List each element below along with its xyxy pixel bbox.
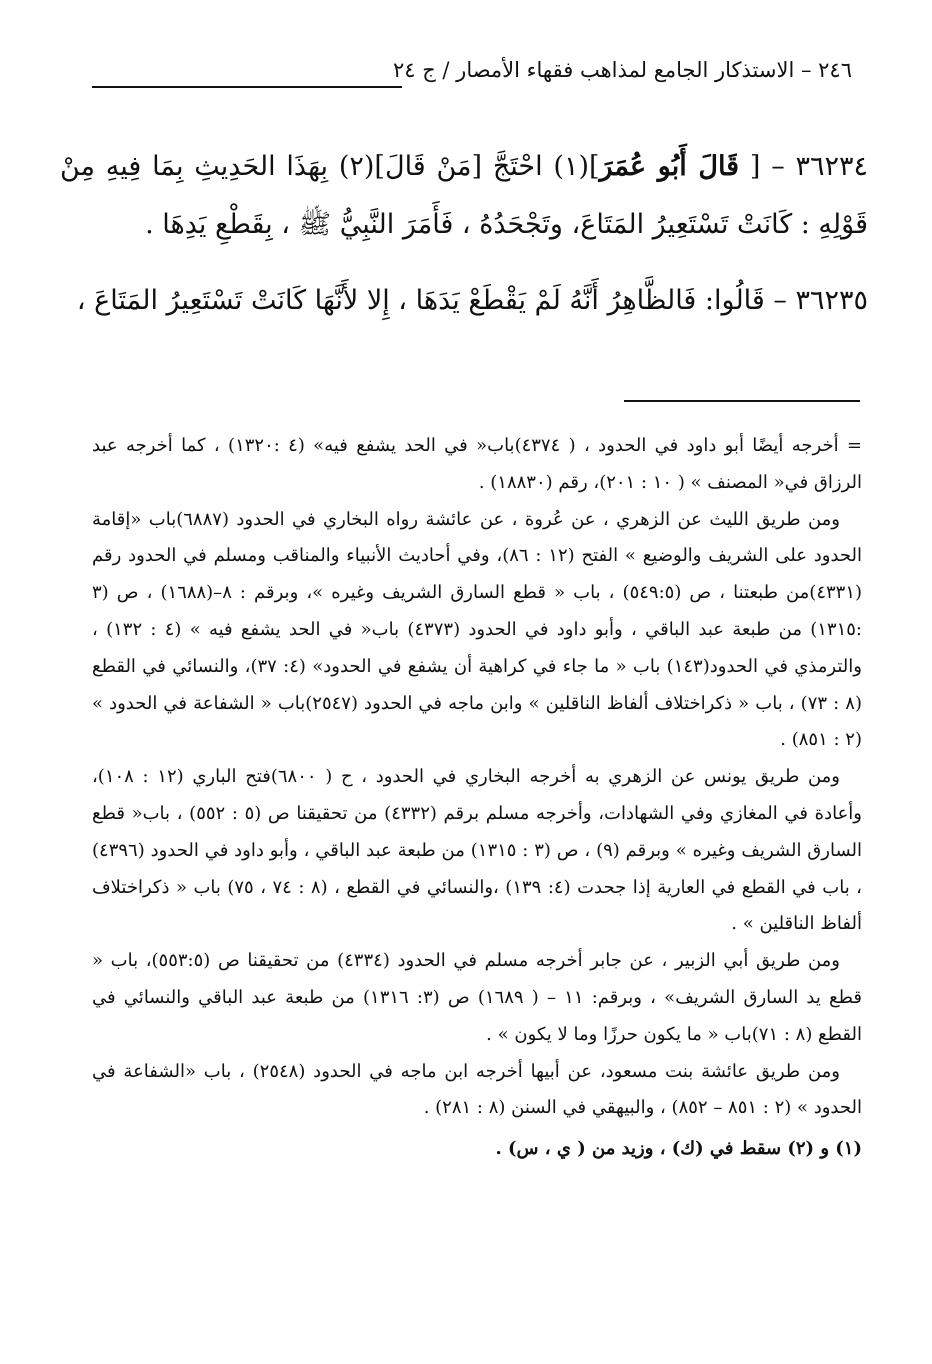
footnote-1-2: (١) و (٢) سقط في (ك) ، وزيد من ( ي ، س) . [495,1138,862,1160]
footnote-paragraph: ومن طريق عائشة بنت مسعود، عن أبيها أخرجه ابن ماجه في الحدود (٢٥٤٨) ، باب «الشفاعة في الحدود » (٢ : ٨٥١ – ٨٥٢) ، والبيهقي في السنن (٨ : ٢٨١) . [92,1060,862,1119]
main-text [60,138,868,330]
dash: – [760,151,796,182]
footnote-paragraph: ومن طريق أبي الزبير ، عن جابر أخرجه مسلم في الحدود (٤٣٣٤) من تحقيقنا ص (٥٥٣:٥)، باب « قطع يد السارق الشريف» ، وبرقم: ١١ – ( ١٦٨٩) ص (٣: ١٣١٦) من طبعة عبد الباقي والنسائي في القطع (٨ : ٧١)باب « ما يكون حرزًا وما لا يكون » . [92,950,862,1045]
paragraph-36234 [60,138,868,254]
paragraph-text: ](١) احْتَجَّ [مَنْ قَالَ](٢) بِهَذَا الحَدِيثِ بِمَا فِيهِ مِنْ قَوْلِهِ : كَانَتْ تَسْتَعِيرُ المَتَاعَ، وتَجْحَدُهُ ، فَأَمَرَ النَّبِيُّ ﷺ ، بِقَطْعِ يَدِهَا . [60,151,868,240]
speaker-name: قَالَ أَبُو عُمَرَ [599,151,740,182]
paragraph-36235 [60,272,868,330]
bracket-open: [ [739,151,761,182]
footnote-continuation: = أخرجه أيضًا أبو داود في الحدود ، ( ٤٣٧٤)باب« في الحد يشفع فيه» (٤ :١٣٢٠) ، كما أخرجه عبد الرزاق في« المصنف » ( ١٠ : ٢٠١)، رقم (١٨٨٣٠) . [92,435,862,493]
paragraph-number: ٣٦٢٣٤ [795,151,868,182]
header-rule [92,86,402,88]
paragraph-text: – قَالُوا: فَالظَّاهِرُ أَنَّهُ لَمْ يَقْطَعْ يَدَهَا ، إِلا لأَنَّهَا كَانَتْ تَسْتَعِيرُ المَتَاعَ ، [76,285,796,316]
footnotes [92,428,862,1168]
running-header: ٢٤٦ – الاستذكار الجامع لمذاهب فقهاء الأمصار / ج ٢٤ [392,58,852,82]
footnote-separator [624,400,860,402]
footnote-paragraph: ومن طريق الليث عن الزهري ، عن عُروة ، عن عائشة رواه البخاري في الحدود (٦٨٨٧)باب «إقامة الحدود على الشريف والوضيع » الفتح (١٢ : ٨٦)، وفي أحاديث الأنبياء والمناقب ومسلم في الحدود رقم (٤٣٣١)من طبعتنا ، ص (٥٤٩:٥) ، باب « قطع السارق الشريف وغيره »، وبرقم : ٨–(١٦٨٨) ، ص (٣ :١٣١٥) من طبعة عبد الباقي ، وأبو داود في الحدود (٤٣٧٣) باب« في الحد يشفع فيه » (٤ : ١٣٢) ، والترمذي في الحدود(١٤٣) باب « ما جاء في كراهية أن يشفع في الحدود» (٤: ٣٧)، والنسائي في القطع (٨ : ٧٣) ، باب « ذكراختلاف ألفاظ الناقلين » وابن ماجه في الحدود (٢٥٤٧)باب « الشفاعة في الحدود » (٢ : ٨٥١) . [92,508,863,751]
footnote-paragraph: ومن طريق يونس عن الزهري به أخرجه البخاري في الحدود ، ح ( ٦٨٠٠)فتح الباري (١٢ : ١٠٨)، وأعادة في المغازي وفي الشهادات، وأخرجه مسلم برقم (٤٣٣٢) من تحقيقنا ص (٥ : ٥٥٢) ، باب« قطع السارق الشريف وغيره » وبرقم (٩) ، ص (٣ : ١٣١٥) من طبعة عبد الباقي ، وأبو داود في الحدود (٤٣٩٦) ، باب في القطع في العارية إذا جحدت (٤: ١٣٩) ،والنسائي في القطع ، (٨ : ٧٤ ، ٧٥) باب « ذكراختلاف ألفاظ الناقلين » . [92,766,862,935]
paragraph-number: ٣٦٢٣٥ [795,285,868,316]
